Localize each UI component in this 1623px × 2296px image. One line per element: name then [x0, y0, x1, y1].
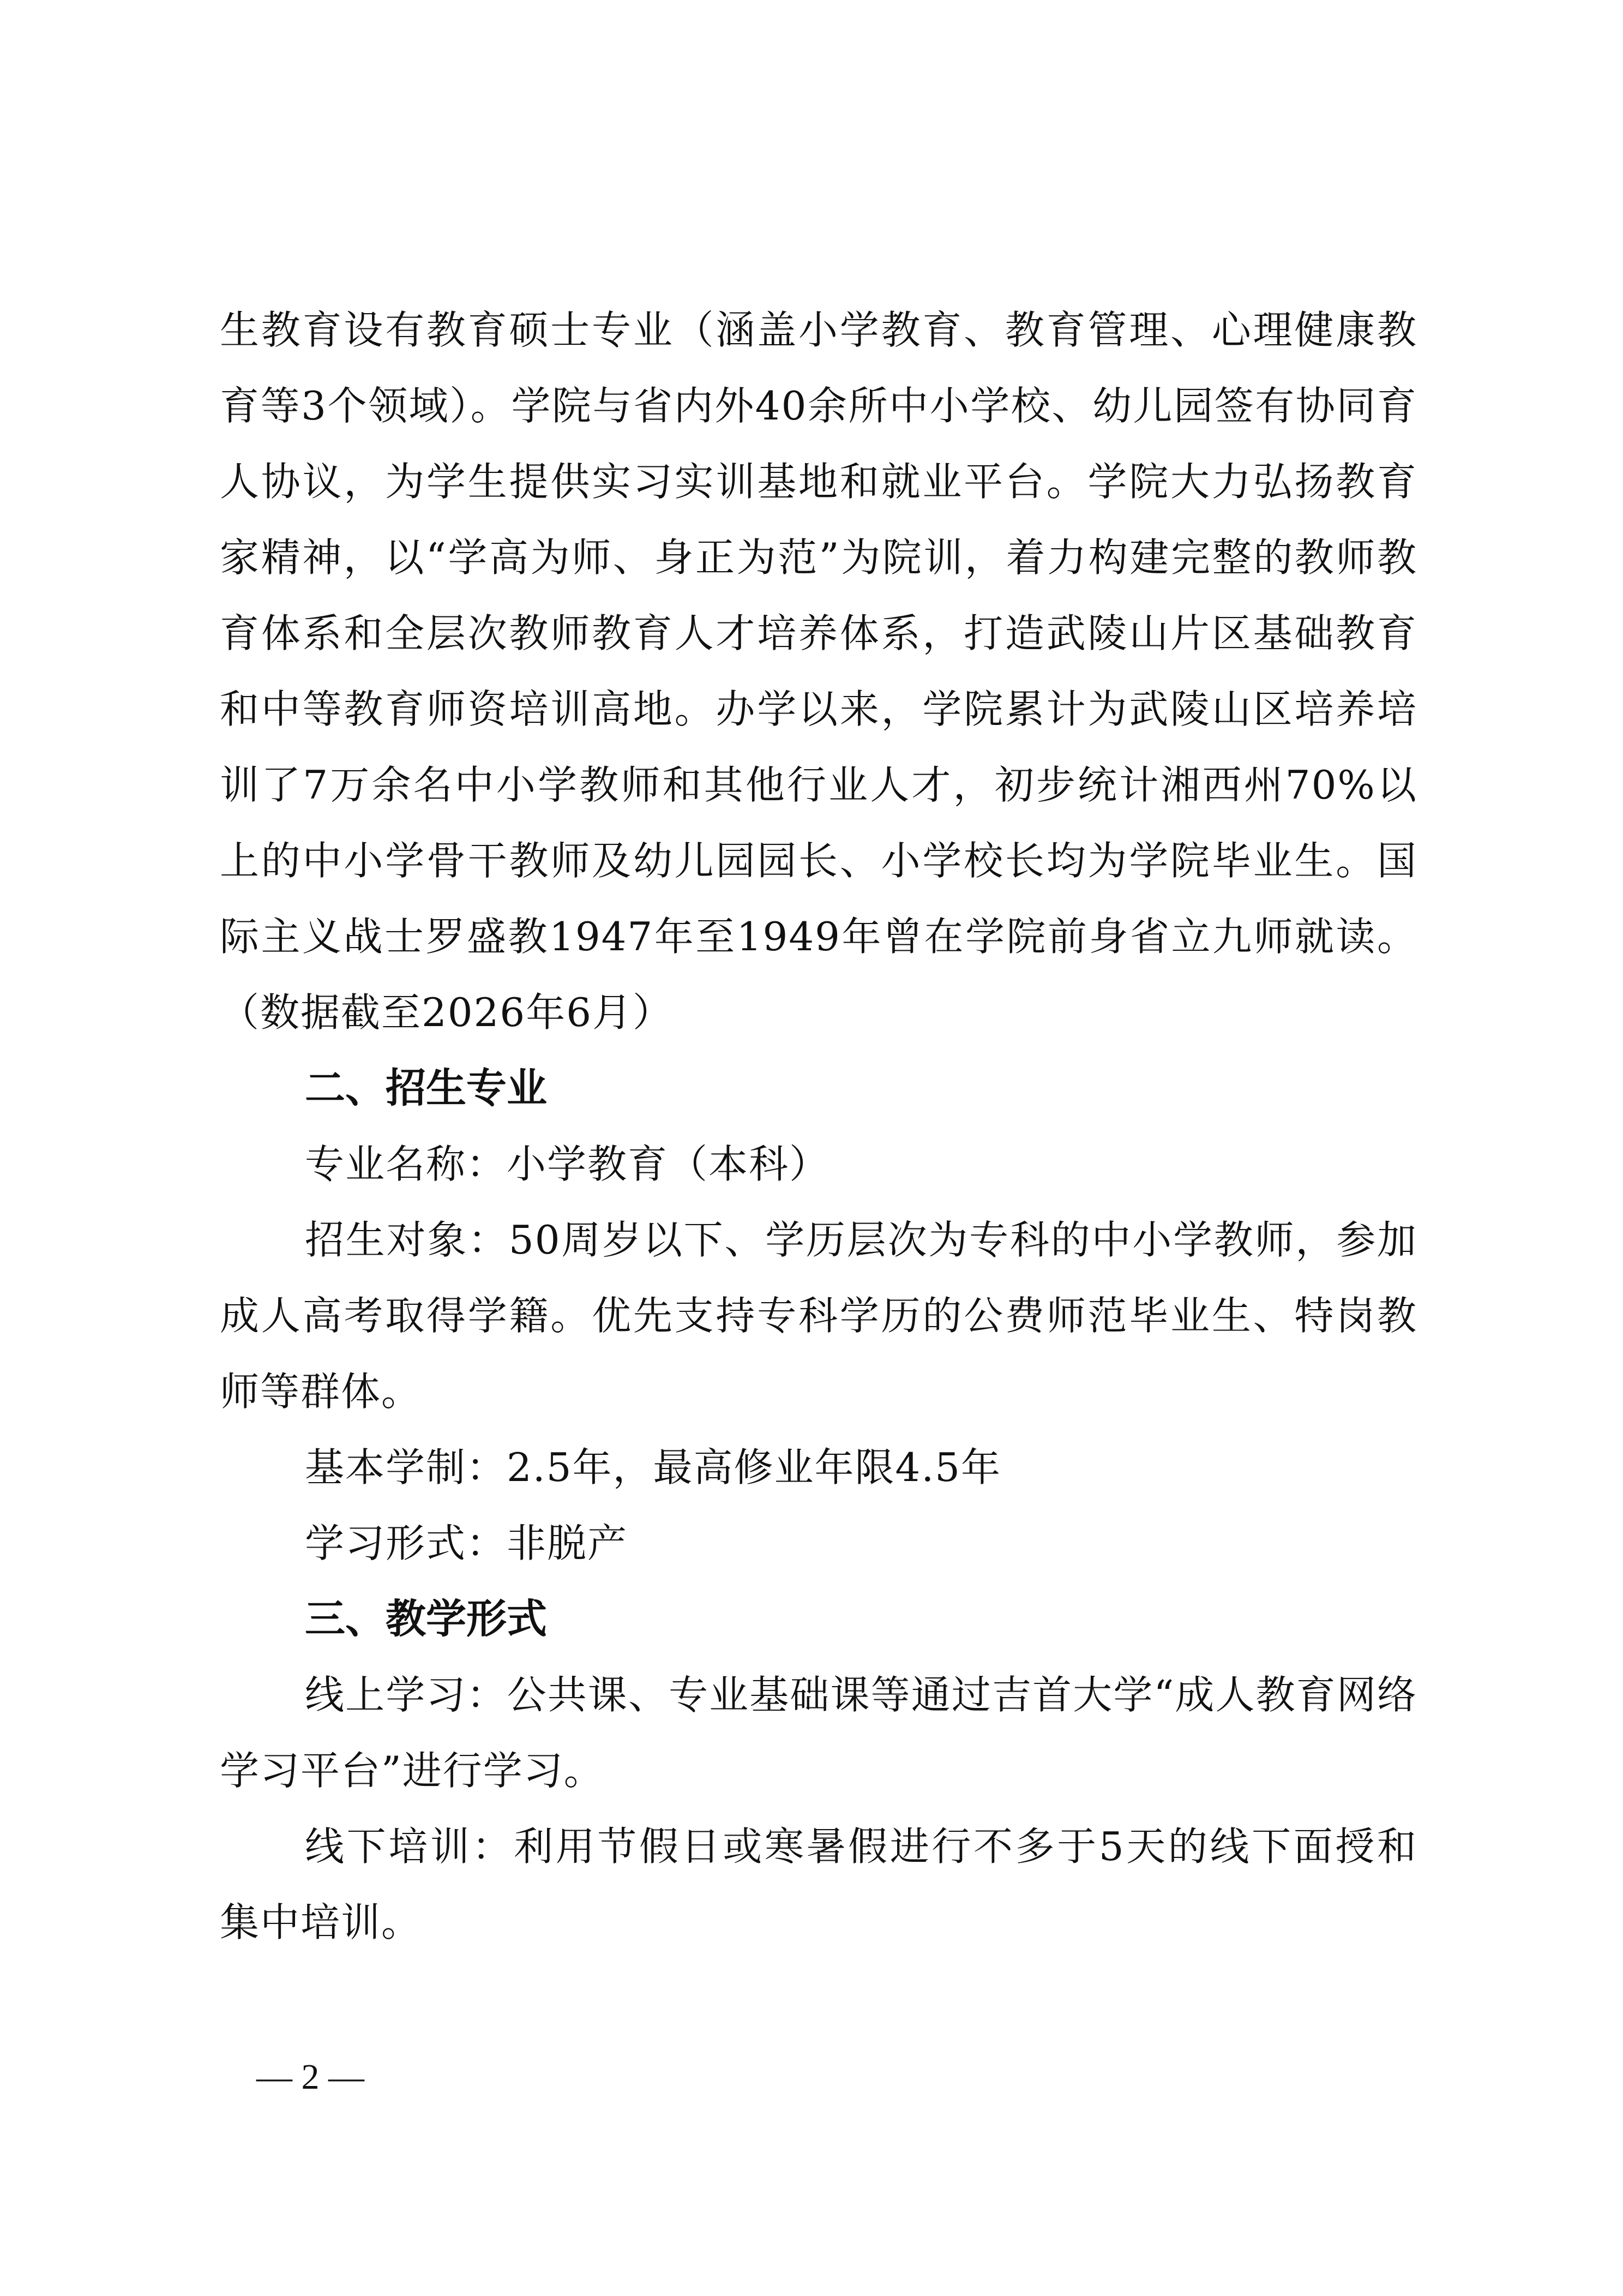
intro-paragraph: 生教育设有教育硕士专业（涵盖小学教育、教育管理、心理健康教育等3个领域）。学院与省内外40余所中小学校、幼儿园签有协同育人协议，为学生提供实习实训基地和就业平台。学院大力弘扬教育家精神，以“学高为师、身正为范”为院训，着力构建完整的教师教育体系和全层次教师教育人才培养体系，打造武陵山片区基础教育和中等教育师资培训高地。办学以来，学院累计为武陵山区培养培训了7万余名中小学教师和其他行业人才，初步统计湘西州70%以上的中小学骨干教师及幼儿园园长、小学校长均为学院毕业生。国际主义战士罗盛教1947年至1949年曾在学院前身省立九师就读。（数据截至2026年6月）	[220, 307, 1417, 1035]
offline-training-paragraph: 线下培训：利用节假日或寒暑假进行不多于5天的线下面授和集中培训。	[220, 1824, 1417, 1945]
major-name-line: 专业名称：小学教育（本科）	[305, 1141, 830, 1187]
document-body	[220, 292, 1417, 1961]
page-number: — 2 —	[256, 2057, 364, 2097]
study-form-line: 学习形式：非脱产	[305, 1520, 628, 1566]
section-heading-enrollment-major: 二、招生专业	[305, 1065, 547, 1112]
online-learning-paragraph: 线上学习：公共课、专业基础课等通过吉首大学“成人教育网络学习平台”进行学习。	[220, 1672, 1417, 1794]
enrollment-target-paragraph: 招生对象：50周岁以下、学历层次为专科的中小学教师，参加成人高考取得学籍。优先支持专科学历的公费师范毕业生、特岗教师等群体。	[220, 1217, 1417, 1414]
study-duration-line: 基本学制：2.5年，最高修业年限4.5年	[305, 1444, 1002, 1490]
section-heading-teaching-form: 三、教学形式	[305, 1596, 547, 1642]
